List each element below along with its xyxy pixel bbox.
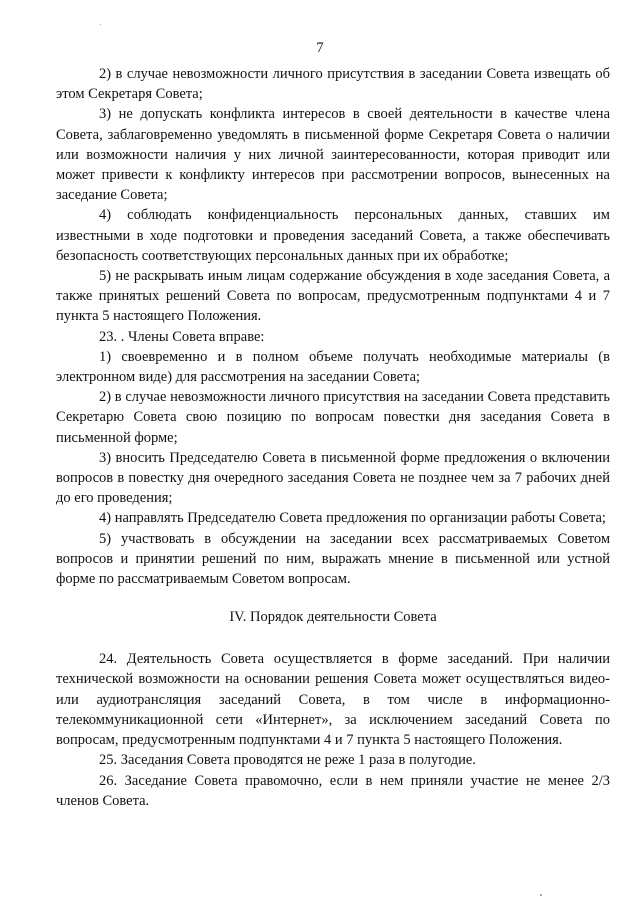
paragraph-item: 5) участвовать в обсуждении на заседании всех рассматриваемых Советом вопросов и принятии решений по ним, выражать мнение в письменной или устной форме по рассматриваемым Советом вопросам. (56, 530, 610, 588)
paragraph-item: 4) направлять Председателю Совета предложения по организации работы Совета; (99, 510, 606, 527)
paragraph-item: 2) в случае невозможности личного присутствия в заседании Совета извещать об этом Секретаря Совета; (56, 66, 610, 103)
paragraph-clause-24: 24. Деятельность Совета осуществляется в форме заседаний. При наличии технической возможности на основании решения Совета может осуществляться видео- или аудиотрансляция заседаний Совета, в том числе в информационно-телекоммуникационной сети «Интернет», за исключением заседаний Совета по вопросам, предусмотренным подпунктами 4 и 7 пункта 5 настоящего Положения. (56, 651, 610, 749)
paragraph-item: 5) не раскрывать иным лицам содержание обсуждения в ходе заседания Совета, а также принятых решений Совета по вопросам, предусмотренным подпунктами 4 и 7 пункта 5 настоящего Положения. (56, 268, 610, 325)
paragraph-item: 3) вносить Председателю Совета в письменной форме предложения о включении вопросов в повестку дня очередного заседания Совета не позднее чем за 7 рабочих дней до его проведения; (56, 449, 610, 507)
paragraph-clause-25: 25. Заседания Совета проводятся не реже 1 раза в полугодие. (99, 752, 476, 769)
section-spacer (56, 627, 610, 649)
scan-speck (540, 894, 542, 896)
paragraph-item: 3) не допускать конфликта интересов в своей деятельности в качестве члена Совета, заблаговременно уведомлять в письменной форме Секретаря Совета о наличии или возможности наличия у них личной заинтересованности, которая приводит или может привести к конфликту интересов при рассмотрении вопросов, вынесенных на заседание Совета; (56, 106, 610, 204)
scan-speck (100, 24, 101, 25)
document-body (56, 64, 610, 811)
section-heading: IV. Порядок деятельности Совета (229, 609, 437, 626)
page-number: 7 (316, 40, 324, 56)
paragraph-clause-23: 23. . Члены Совета вправе: (99, 328, 265, 345)
paragraph-item: 4) соблюдать конфиденциальность персональных данных, ставших им известными в ходе подготовки и проведения заседаний Совета, а также обеспечивать безопасность соответствующих персональных данных при их обработке; (56, 207, 610, 264)
paragraph-item: 2) в случае невозможности личного присутствия на заседании Совета представить Секретарю Совета свою позицию по вопросам повестки дня заседания Совета в письменной форме; (56, 389, 610, 446)
paragraph-item: 1) своевременно и в полном объеме получать необходимые материалы (в электронном виде) для рассмотрения на заседании Совета; (56, 348, 610, 386)
paragraph-clause-26: 26. Заседание Совета правомочно, если в нем приняли участие не менее 2/3 членов Совета. (56, 772, 610, 809)
